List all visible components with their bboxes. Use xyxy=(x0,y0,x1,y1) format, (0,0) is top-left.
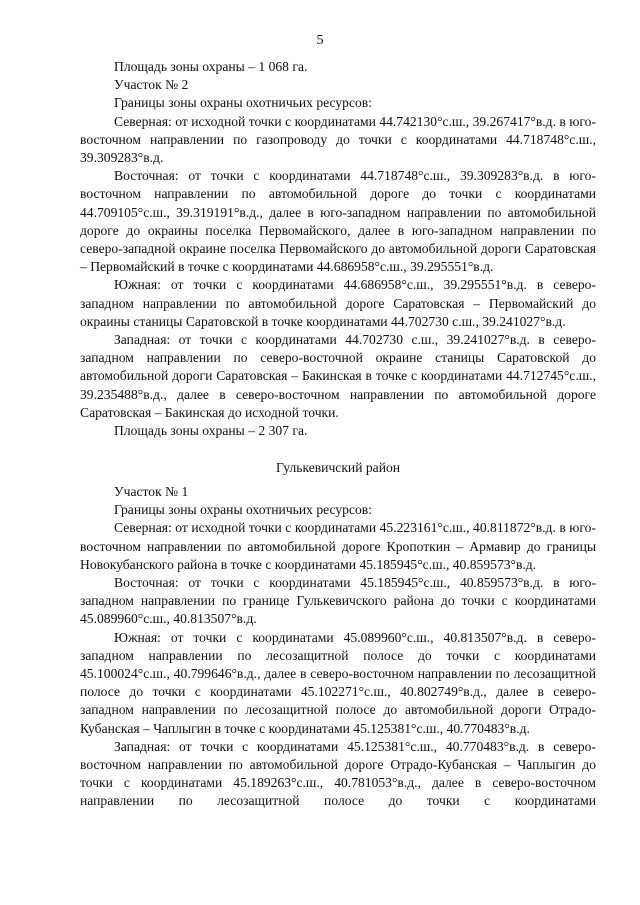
district-title: Гулькевичский район xyxy=(275,460,401,475)
north-border: Северная: от исходной точки с координатами 45.223161°с.ш., 40.811872°в.д. в юго-восточном направлении по автомобильной дороге Кропоткин – Армавир до границы Новокубанского района в точке с координатами 45.185945°с.ш., 40.859573°в.д. xyxy=(80,520,596,572)
west-border: Западная: от точки с координатами 44.702730 с.ш., 39.241027°в.д. в северо-западном направлении по северо-восточной окраине станицы Саратовской до автомобильной дороги Саратовская – Бакинская в точке с координатами 44.712745°с.ш., 39.235488°в.д., далее в северо-восточном направлении по автомобильной дороге Саратовская – Бакинская до исходной точки. xyxy=(80,332,596,420)
south-border: Южная: от точки с координатами 44.686958°с.ш., 39.295551°в.д. в северо-западном направлении по автомобильной дороге Саратовская – Первомайский до окраины станицы Саратовской в точке координатами 44.702730 с.ш., 39.241027°в.д. xyxy=(80,277,596,329)
section-saratov-plots xyxy=(80,58,596,440)
east-border: Восточная: от точки с координатами 44.718748°с.ш., 39.309283°в.д. в юго-восточном направлении по автомобильной дороге до точки с координатами 44.709105°с.ш., 39.319191°в.д., далее в юго-западном направлении по автомобильной дороге до окраины поселка Первомайского, далее в юго-западном направлении по северо-западной окраине поселка Первомайского до автомобильной дороги Саратовская – Первомайский в точке с координатами 44.686958°с.ш., 39.295551°в.д. xyxy=(80,168,596,275)
section-gulkevichi xyxy=(80,459,596,477)
plot-1-title: Участок № 1 xyxy=(114,484,189,499)
south-border: Южная: от точки с координатами 45.089960°с.ш., 40.813507°в.д. в северо-западном направлении по лесозащитной полосе до точки с координатами 45.100024°с.ш., 40.799646°в.д., далее в северо-восточном направлении по лесозащитной полосе до точки с координатами 45.102271°с.ш., 40.802749°в.д., далее в северо-западном направлении по лесозащитной полосе до автомобильной дороги Отрадо-Кубанская – Чаплыгин в точке с координатами 45.125381°с.ш., 40.770483°в.д. xyxy=(80,629,596,736)
protection-area-1: Площадь зоны охраны – 1 068 га. xyxy=(114,59,308,74)
east-border: Восточная: от точки с координатами 45.185945°с.ш., 40.859573°в.д. в юго-западном направлении по границе Гулькевичского района до точки с координатами 45.089960°с.ш., 40.813507°в.д. xyxy=(80,575,596,627)
protection-area-2: Площадь зоны охраны – 2 307 га. xyxy=(114,423,308,439)
north-border: Северная: от исходной точки с координатами 44.742130°с.ш., 39.267417°в.д. в юго-восточном направлении по газопроводу до точки с координатами 44.718748°с.ш., 39.309283°в.д. xyxy=(80,113,596,166)
borders-heading: Границы зоны охраны охотничьих ресурсов: xyxy=(114,502,372,518)
west-border: Западная: от точки с координатами 45.125381°с.ш., 40.770483°в.д. в северо-восточном направлении по автомобильной дороге Отрадо-Кубанская – Чаплыгин до точки с координатами 45.189263°с.ш., 40.781053°в.д., далее в северо-восточном направлении по лесозащитной полосе до точки с координатами xyxy=(80,738,596,809)
plot-2-title: Участок № 2 xyxy=(114,77,189,93)
section-gulkevichi-plot-1 xyxy=(80,483,596,811)
page-number: 5 xyxy=(316,33,324,48)
borders-heading: Границы зоны охраны охотничьих ресурсов: xyxy=(114,95,372,111)
